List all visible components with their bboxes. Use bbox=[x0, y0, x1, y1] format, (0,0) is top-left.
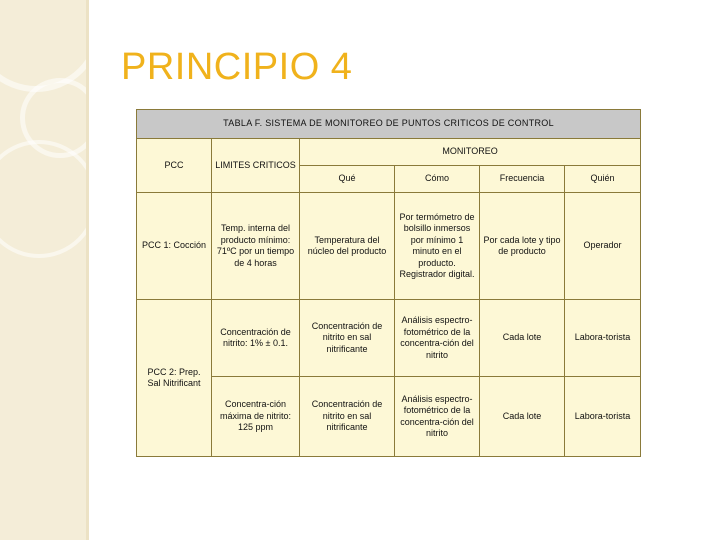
decorative-ring bbox=[0, 140, 98, 258]
cell-limite: Concentración de nitrito: 1% ± 0.1. bbox=[212, 300, 300, 377]
decorative-side-band bbox=[0, 0, 86, 540]
cell-quien: Operador bbox=[565, 193, 641, 300]
cell-pcc: PCC 2: Prep. Sal Nitrificant bbox=[137, 300, 212, 457]
table-caption: TABLA F. SISTEMA DE MONITOREO DE PUNTOS CRITICOS DE CONTROL bbox=[137, 110, 641, 139]
header-monitoreo: MONITOREO bbox=[300, 139, 641, 166]
cell-frecuencia: Cada lote bbox=[480, 377, 565, 457]
header-quien: Quién bbox=[565, 166, 641, 193]
side-band-edge bbox=[86, 0, 89, 540]
cell-limite: Concentra-ción máxima de nitrito: 125 ppm bbox=[212, 377, 300, 457]
cell-como: Por termómetro de bolsillo inmersos por mínimo 1 minuto en el producto. Registrador digital. bbox=[395, 193, 480, 300]
cell-limite: Temp. interna del producto mínimo: 71ºC por un tiempo de 4 horas bbox=[212, 193, 300, 300]
monitoring-table bbox=[136, 109, 641, 457]
cell-como: Análisis espectro-fotométrico de la concentra-ción del nitrito bbox=[395, 300, 480, 377]
cell-quien: Labora-torista bbox=[565, 300, 641, 377]
cell-quien: Labora-torista bbox=[565, 377, 641, 457]
table-row bbox=[137, 300, 641, 377]
table-row bbox=[137, 377, 641, 457]
table-row bbox=[137, 193, 641, 300]
cell-frecuencia: Cada lote bbox=[480, 300, 565, 377]
header-que: Qué bbox=[300, 166, 395, 193]
cell-que: Concentración de nitrito en sal nitrificante bbox=[300, 300, 395, 377]
header-frecuencia: Frecuencia bbox=[480, 166, 565, 193]
cell-que: Concentración de nitrito en sal nitrificante bbox=[300, 377, 395, 457]
header-como: Cómo bbox=[395, 166, 480, 193]
header-limites-criticos: LIMITES CRITICOS bbox=[212, 139, 300, 193]
header-pcc: PCC bbox=[137, 139, 212, 193]
cell-pcc: PCC 1: Cocción bbox=[137, 193, 212, 300]
slide-title: PRINCIPIO 4 bbox=[121, 46, 353, 88]
cell-que: Temperatura del núcleo del producto bbox=[300, 193, 395, 300]
cell-como: Análisis espectro-fotométrico de la concentra-ción del nitrito bbox=[395, 377, 480, 457]
cell-frecuencia: Por cada lote y tipo de producto bbox=[480, 193, 565, 300]
